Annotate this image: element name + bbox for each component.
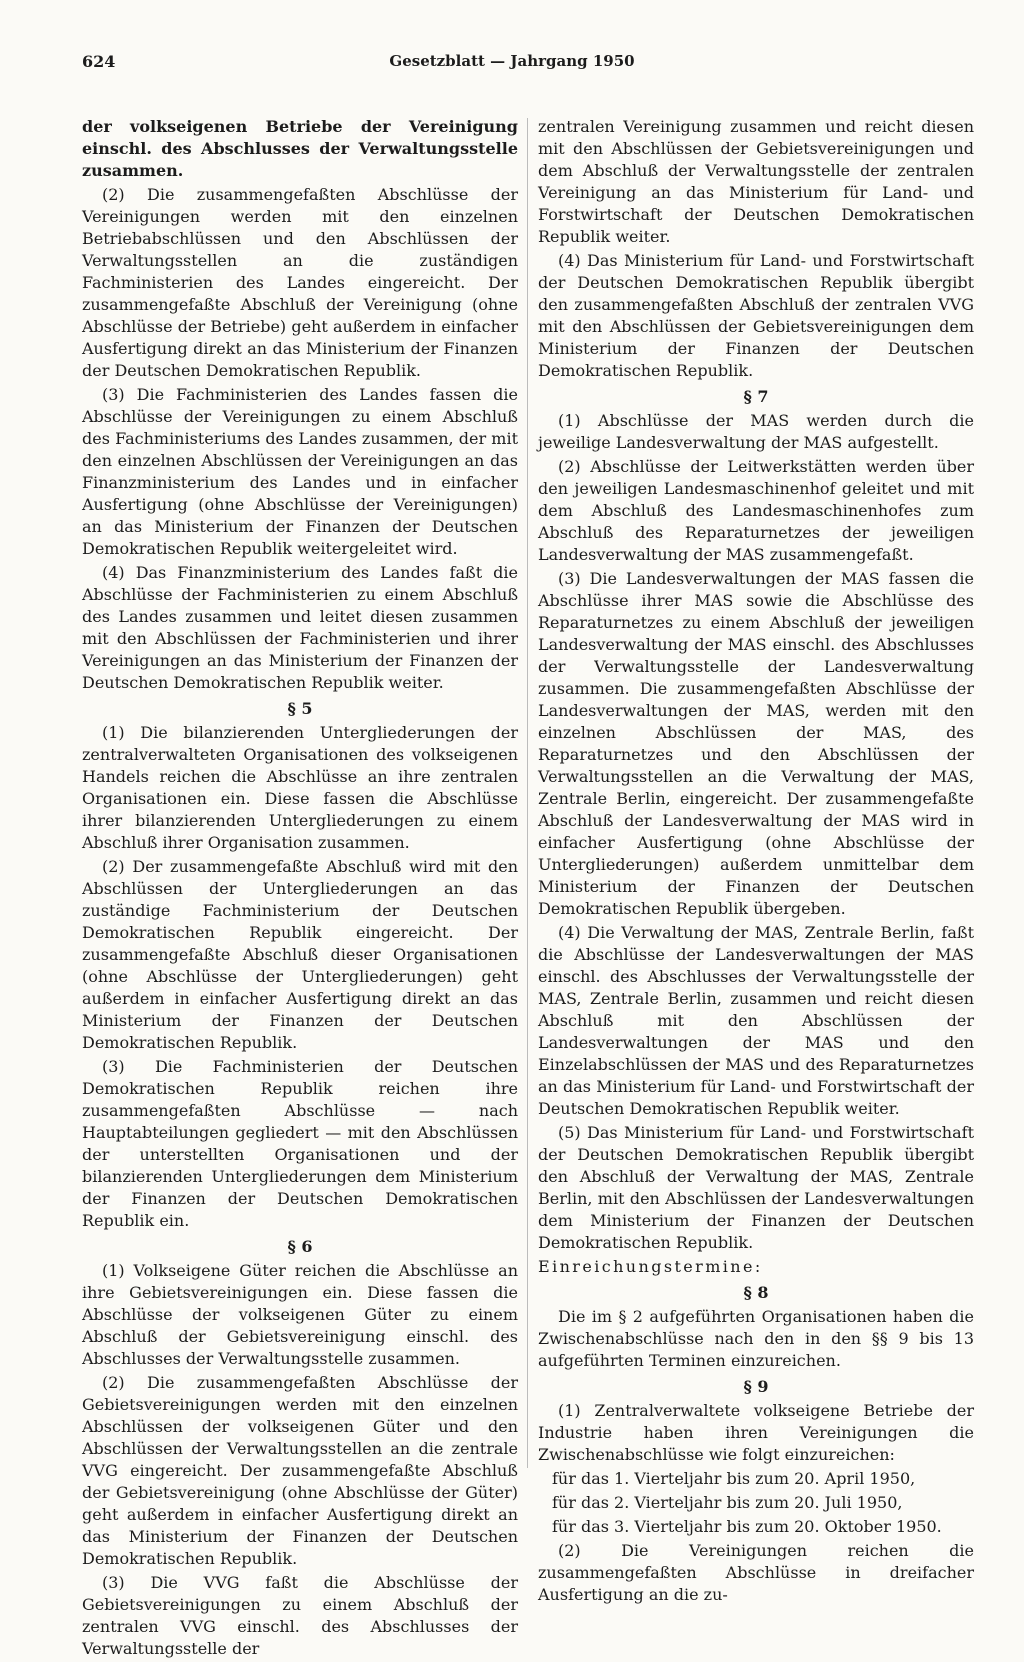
column-divider: [527, 118, 528, 1468]
left-column: [82, 116, 518, 1662]
paragraph: (4) Das Ministerium für Land- und Forstwirtschaft der Deutschen Demokratischen Republik übergibt den zusammengefaßten Abschluß der zentralen VVG mit den Abschlüssen der Gebietsvereinigungen dem Ministerium der Finanzen der Deutschen Demokratischen Republik.: [538, 251, 974, 380]
paragraph: (3) Die Landesverwaltungen der MAS fassen die Abschlüsse ihrer MAS sowie die Abschlüsse des Reparaturnetzes zu einem Abschluß der jeweiligen Landesverwaltung der MAS einschl. des Abschlusses der Verwaltungsstelle der Landesverwaltung zusammen. Die zusammengefaßten Abschlüsse der Landesverwaltungen der MAS, werden mit den einzelnen Abschlüssen der MAS, des Reparaturnetzes und den Abschlüssen der Verwaltungsstellen an die Verwaltung der MAS, Zentrale Berlin, eingereicht. Der zusammengefaßte Abschluß der Landesverwaltung der MAS wird in einfacher Ausfertigung (ohne Abschlüsse der Untergliederungen) außerdem unmittelbar dem Ministerium der Finanzen der Deutschen Demokratischen Republik übergeben.: [538, 569, 974, 918]
page-number: 624: [82, 52, 116, 71]
section-heading: § 5: [287, 699, 313, 718]
paragraph: (4) Die Verwaltung der MAS, Zentrale Berlin, faßt die Abschlüsse der Landesverwaltungen der MAS einschl. des Abschlusses der Verwaltungsstelle der MAS, Zentrale Berlin, zusammen und reicht diesen Abschluß mit den Abschlüssen der Landesverwaltungen der MAS und den Einzelabschlüssen der MAS und des Reparaturnetzes an das Ministerium für Land- und Forstwirtschaft der Deutschen Demokratischen Republik weiter.: [538, 923, 974, 1118]
paragraph: (2) Abschlüsse der Leitwerkstätten werden über den jeweiligen Landesmaschinenhof geleitet und mit dem Abschluß des Landesmaschinenhofes zum Abschluß des Reparaturnetzes der jeweiligen Landesverwaltung der MAS zusammengefaßt.: [538, 457, 974, 564]
paragraph: (3) Die VVG faßt die Abschlüsse der Gebietsvereinigungen zu einem Abschluß der zentralen VVG einschl. des Abschlusses der Verwaltungsstelle der: [82, 1573, 518, 1658]
paragraph: (2) Die Vereinigungen reichen die zusammengefaßten Abschlüsse in dreifacher Ausfertigung an die zu-: [538, 1541, 974, 1604]
section-heading: § 7: [743, 387, 769, 406]
deadline-item: für das 2. Vierteljahr bis zum 20. Juli 1950,: [552, 1493, 903, 1512]
paragraph: (5) Das Ministerium für Land- und Forstwirtschaft der Deutschen Demokratischen Republik übergibt den Abschluß der Verwaltung der MAS, Zentrale Berlin, mit den Abschlüssen der Landesverwaltungen dem Ministerium der Finanzen der Deutschen Demokratischen Republik.: [538, 1123, 974, 1252]
section-heading: § 9: [743, 1377, 769, 1396]
paragraph: zentralen Vereinigung zusammen und reicht diesen mit den Abschlüssen der Gebietsvereinigungen und dem Abschluß der Verwaltungsstelle der zentralen Vereinigung an das Ministerium für Land- und Forstwirtschaft der Deutschen Demokratischen Republik weiter.: [538, 117, 974, 246]
paragraph: Die im § 2 aufgeführten Organisationen haben die Zwischenabschlüsse nach den in den §§ 9 bis 13 aufgeführten Terminen einzureichen.: [538, 1307, 974, 1370]
paragraph: (1) Die bilanzierenden Untergliederungen der zentralverwalteten Organisationen des volkseigenen Handels reichen die Abschlüsse an ihre zentralen Organisationen ein. Diese fassen die Abschlüsse ihrer bilanzierenden Untergliederungen zu einem Abschluß ihrer Organisation zusammen.: [82, 723, 518, 852]
paragraph: (1) Abschlüsse der MAS werden durch die jeweilige Landesverwaltung der MAS aufgestellt.: [538, 411, 974, 452]
paragraph: (2) Die zusammengefaßten Abschlüsse der Gebietsvereinigungen werden mit den einzelnen Abschlüssen der volkseigenen Güter und den Abschlüssen der Verwaltungsstellen an die zentrale VVG eingereicht. Der zusammengefaßte Abschluß der Gebietsvereinigung (ohne Abschlüsse der Güter) geht außerdem in einfacher Ausfertigung direkt an das Ministerium der Finanzen der Deutschen Demokratischen Republik.: [82, 1373, 518, 1568]
page-header: [0, 52, 1024, 76]
section-heading: § 6: [287, 1237, 313, 1256]
subheading-einreichungstermine: Einreichungstermine:: [538, 1257, 763, 1276]
page-title: Gesetzblatt — Jahrgang 1950: [389, 52, 635, 70]
paragraph: (1) Volkseigene Güter reichen die Abschlüsse an ihre Gebietsvereinigungen ein. Diese fassen die Abschlüsse der volkseigenen Güter zu einem Abschluß der Gebietsvereinigung einschl. des Abschlusses der Verwaltungsstelle zusammen.: [82, 1261, 518, 1368]
paragraph: (2) Der zusammengefaßte Abschluß wird mit den Abschlüssen der Untergliederungen an das zuständige Fachministerium der Deutschen Demokratischen Republik eingereicht. Der zusammengefaßte Abschluß dieser Organisationen (ohne Abschlüsse der Untergliederungen) geht außerdem in einfacher Ausfertigung direkt an das Ministerium der Finanzen der Deutschen Demokratischen Republik.: [82, 857, 518, 1052]
paragraph: (3) Die Fachministerien der Deutschen Demokratischen Republik reichen ihre zusammengefaßten Abschlüsse — nach Hauptabteilungen gegliedert — mit den Abschlüssen der unterstellten Organisationen und der bilanzierenden Untergliederungen dem Ministerium der Finanzen der Deutschen Demokratischen Republik ein.: [82, 1057, 518, 1230]
paragraph: (1) Zentralverwaltete volkseigene Betriebe der Industrie haben ihren Vereinigungen die Zwischenabschlüsse wie folgt einzureichen:: [538, 1401, 974, 1464]
paragraph: der volkseigenen Betriebe der Vereinigung einschl. des Abschlusses der Verwaltungsstelle zusammen.: [82, 117, 518, 180]
paragraph: (3) Die Fachministerien des Landes fassen die Abschlüsse der Vereinigungen zu einem Abschluß des Fachministeriums des Landes zusammen, der mit den einzelnen Abschlüssen der Vereinigungen an das Finanzministerium des Landes und in einfacher Ausfertigung (ohne Abschlüsse der Vereinigungen) an das Ministerium der Finanzen der Deutschen Demokratischen Republik weitergeleitet wird.: [82, 385, 518, 558]
deadline-item: für das 3. Vierteljahr bis zum 20. Oktober 1950.: [552, 1517, 942, 1536]
section-heading: § 8: [743, 1283, 769, 1302]
right-column: [538, 116, 974, 1608]
paragraph: (2) Die zusammengefaßten Abschlüsse der Vereinigungen werden mit den einzelnen Betriebabschlüssen und den Abschlüssen der Verwaltungsstellen an die zuständigen Fachministerien des Landes eingereicht. Der zusammengefaßte Abschluß der Vereinigung (ohne Abschlüsse der Betriebe) geht außerdem in einfacher Ausfertigung direkt an das Ministerium der Finanzen der Deutschen Demokratischen Republik.: [82, 185, 518, 380]
paragraph: (4) Das Finanzministerium des Landes faßt die Abschlüsse der Fachministerien zu einem Abschluß des Landes zusammen und leitet diesen zusammen mit den Abschlüssen der Fachministerien und ihrer Vereinigungen an das Ministerium der Finanzen der Deutschen Demokratischen Republik weiter.: [82, 563, 518, 692]
deadline-item: für das 1. Vierteljahr bis zum 20. April 1950,: [552, 1469, 916, 1488]
